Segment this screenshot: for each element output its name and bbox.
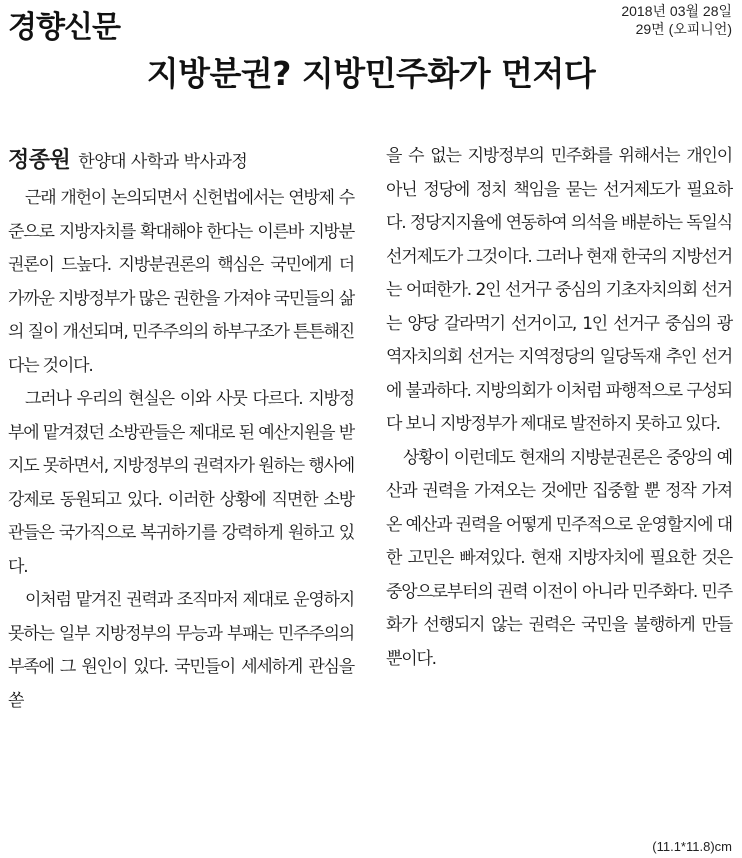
paragraph: 상황이 이런데도 현재의 지방분권론은 중앙의 예산과 권력을 가져오는 것에만 집중할 뿐 정작 가져온 예산과 권력을 어떻게 민주적으로 운영할지에 대한 고민은 빠져있다. 현재 지방자치에 필요한 것은 중앙으로부터의 권력 이전이 아니라 민주화다. 민주화가 선행되지 않는 권력은 국민을 불행하게 만들 뿐이다. xyxy=(386,447,732,669)
newspaper-masthead: 경향신문 xyxy=(8,10,120,45)
article-size-note: (11.1*11.8)cm xyxy=(652,839,732,854)
paragraph-continued: 을 수 없는 지방정부의 민주화를 위해서는 개인이 아닌 정당에 정치 책임을 묻는 선거제도가 필요하다. 정당지지율에 연동하여 의석을 배분하는 독일식 선거제도가 그것이다. 그러나 현재 한국의 지방선거는 어떠한가. 2인 선거구 중심의 기초자치의회 선거는 양당 갈라먹기 선거이고, 1인 선거구 중심의 광역자치의회 선거는 지역정당의 일당독재 추인 선거에 불과하다. 지방의회가 이처럼 파행적으로 구성되다 보니 지방정부가 제대로 발전하지 못하고 있다. xyxy=(386,146,732,434)
author-name: 정종원 xyxy=(8,148,71,173)
paragraph: 근래 개헌이 논의되면서 신헌법에서는 연방제 수준으로 지방자치를 확대해야 한다는 이른바 지방분권론이 드높다. 지방분권론의 핵심은 국민에게 더 가까운 지방정부가 많은 권한을 가져야 국민들의 삶의 질이 개선되며, 민주주의의 하부구조가 튼튼해진다는 것이다. xyxy=(8,188,354,376)
article-headline: 지방분권? 지방민주화가 먼저다 xyxy=(146,54,596,93)
paragraph: 그러나 우리의 현실은 이와 사뭇 다르다. 지방정부에 맡겨졌던 소방관들은 제대로 된 예산지원을 받지도 못하면서, 지방정부의 권력자가 원하는 행사에 강제로 동원되고 있다. 이러한 상황에 직면한 소방관들은 국가직으로 복귀하기를 강력하게 원하고 있다. xyxy=(8,389,354,577)
article-column-left xyxy=(8,140,354,718)
byline xyxy=(8,140,354,182)
page-section: 29면 (오피니언) xyxy=(635,21,732,37)
article-column-right xyxy=(386,140,732,676)
author-affiliation: 한양대 사학과 박사과정 xyxy=(78,152,248,172)
publication-date: 2018년 03월 28일 xyxy=(621,3,732,19)
paragraph: 이처럼 맡겨진 권력과 조직마저 제대로 운영하지 못하는 일부 지방정부의 무능과 부패는 민주주의의 부족에 그 원인이 있다. 국민들이 세세하게 관심을 쏟 xyxy=(8,590,354,711)
article-meta xyxy=(621,2,732,38)
